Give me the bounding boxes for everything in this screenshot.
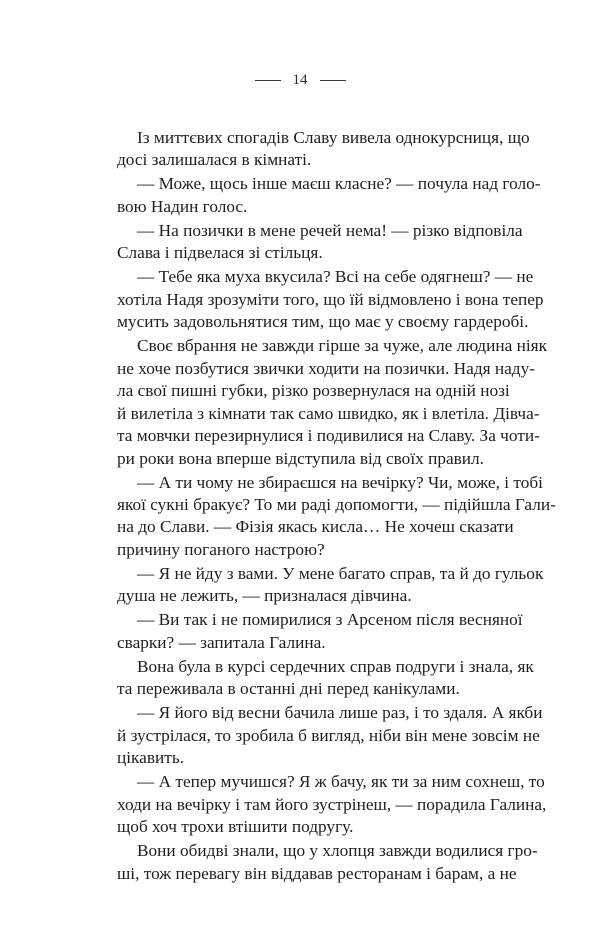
text-line: — На позички в мене речей нема! — різко відповіла bbox=[137, 220, 523, 240]
header-rule-right bbox=[320, 80, 346, 81]
paragraph bbox=[117, 609, 523, 654]
paragraph bbox=[117, 702, 543, 769]
text-line: Вона була в курсі сердечних справ подруги і знала, як bbox=[137, 656, 534, 676]
page-header bbox=[0, 68, 600, 92]
text-line: й зустрілася, то зробила б вигляд, ніби він мене зовсім не bbox=[117, 725, 540, 745]
paragraph bbox=[117, 771, 547, 838]
text-line: не хоче позбутися звички ходити на позички. Надя наду- bbox=[117, 358, 535, 378]
paragraph bbox=[117, 656, 534, 701]
text-line: сварки? — запитала Галина. bbox=[117, 632, 326, 652]
text-line: — Може, щось інше маєш класне? — почула над голо- bbox=[137, 174, 541, 194]
text-body bbox=[117, 127, 556, 885]
text-line: Своє вбрання не завжди гірше за чуже, але людина ніяк bbox=[137, 336, 547, 356]
text-line: та переживала в останні дні перед канікулами. bbox=[117, 679, 460, 699]
text-line: досі залишалася в кімнаті. bbox=[117, 150, 312, 170]
text-line: — Ви так і не помирилися з Арсеном після весняної bbox=[137, 610, 523, 630]
text-line: ходи на вечірку і там його зустрінеш, — порадила Галина, bbox=[117, 794, 547, 814]
text-line: ри роки вона вперше відступила від своїх правил. bbox=[117, 448, 484, 468]
text-line: — Я не йду з вами. У мене багато справ, та й до гульок bbox=[137, 563, 544, 583]
text-line: — Тебе яка муха вкусила? Всі на себе одягнеш? — не bbox=[137, 267, 534, 287]
text-line: причину поганого настрою? bbox=[117, 539, 325, 559]
text-line: на до Слави. — Фізія якась кисла… Не хочеш сказати bbox=[117, 517, 514, 537]
text-line: мусить задовольнятися тим, що має у своєму гардеробі. bbox=[117, 312, 529, 332]
paragraph bbox=[117, 840, 538, 885]
paragraph bbox=[117, 173, 541, 218]
text-line: — А тепер мучишся? Я ж бачу, як ти за ним сохнеш, то bbox=[137, 772, 545, 792]
paragraph bbox=[117, 335, 547, 470]
paragraph bbox=[117, 563, 544, 608]
text-line: Вони обидві знали, що у хлопця завжди водилися гро- bbox=[137, 841, 538, 861]
text-line: хотіла Надя зрозуміти того, що їй відмовлено і вона тепер bbox=[117, 289, 544, 309]
text-line: ші, тож перевагу він віддавав ресторанам і барам, а не bbox=[117, 863, 517, 883]
page-number: 14 bbox=[292, 71, 308, 88]
paragraph bbox=[117, 266, 544, 333]
text-line: вою Надин голос. bbox=[117, 196, 248, 216]
text-line: — А ти чому не збираєшся на вечірку? Чи, може, і тобі bbox=[137, 472, 543, 492]
text-line: щоб хоч трохи втішити подругу. bbox=[117, 817, 354, 837]
text-line: Слава і підвелася зі стільця. bbox=[117, 243, 323, 263]
header-rule-left bbox=[255, 80, 281, 81]
text-line: цікавить. bbox=[117, 748, 185, 768]
text-line: ла свої пишні губки, різко розвернулася на одній нозі bbox=[117, 381, 510, 401]
text-line: якої сукні бракує? То ми раді допомогти, — підійшла Гали- bbox=[117, 494, 556, 514]
paragraph bbox=[117, 127, 530, 172]
paragraph bbox=[117, 472, 556, 562]
text-line: — Я його від весни бачила лише раз, і то здаля. А якби bbox=[137, 703, 543, 723]
text-line: Із миттєвих спогадів Славу вивела однокурсниця, що bbox=[137, 128, 530, 147]
text-line: й вилетіла з кімнати так само швидко, як і влетіла. Дівча- bbox=[117, 403, 540, 423]
text-line: та мовчки перезирнулися і подивилися на Славу. За чоти- bbox=[117, 426, 540, 446]
text-line: душа не лежить, — призналася дівчина. bbox=[117, 586, 412, 606]
paragraph bbox=[117, 220, 523, 265]
